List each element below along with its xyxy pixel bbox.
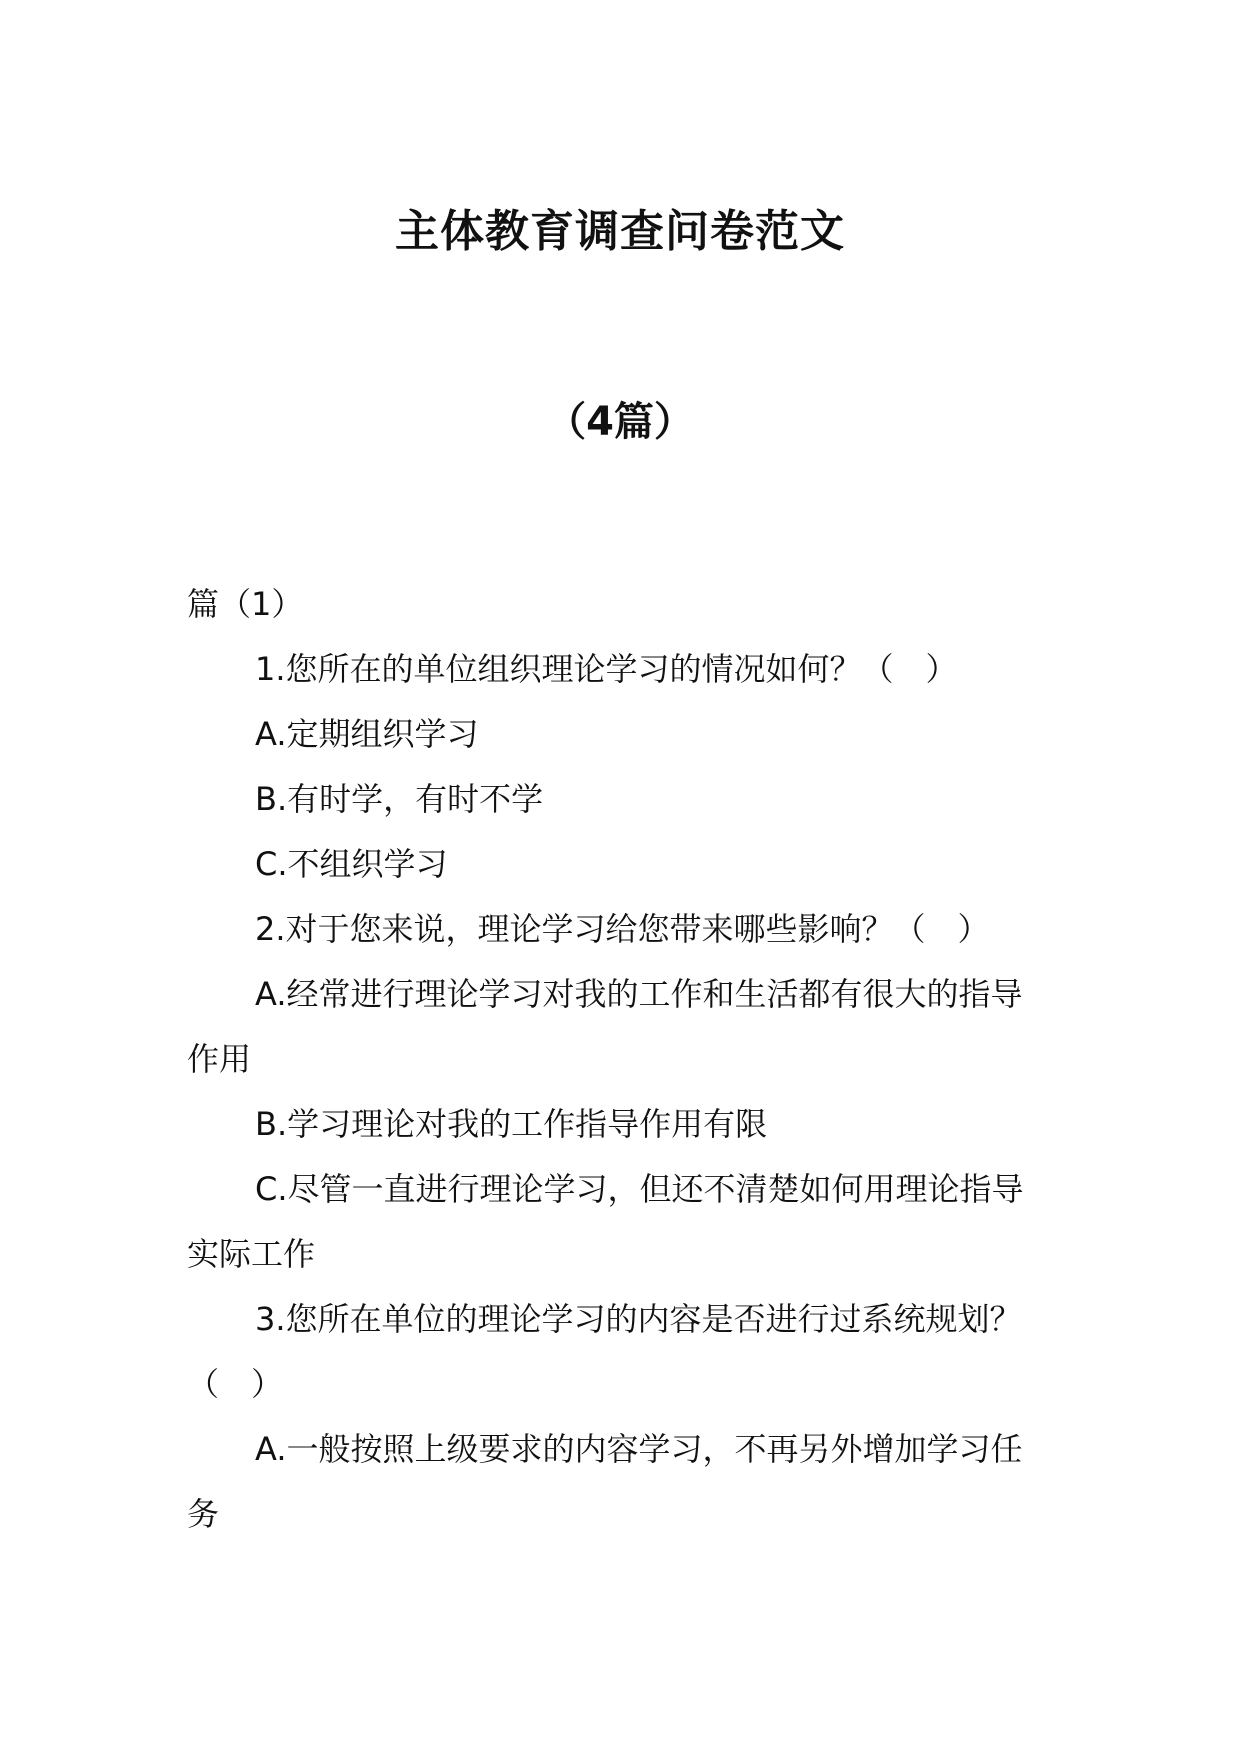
question-1-option-b: B.有时学，有时不学 (255, 780, 544, 818)
document-subtitle: （4篇） (546, 399, 694, 445)
question-2-option-b: B.学习理论对我的工作指导作用有限 (255, 1105, 768, 1143)
section-heading: 篇（1） (187, 585, 304, 623)
question-2-option-c: C.尽管一直进行理论学习，但还不清楚如何用理论指导实际工作 (187, 1170, 1024, 1273)
document-title: 主体教育调查问卷范文 (395, 206, 845, 257)
question-2: 2.对于您来说，理论学习给您带来哪些影响？（ ） (255, 910, 990, 948)
question-1: 1.您所在的单位组织理论学习的情况如何？（ ） (255, 650, 958, 688)
question-1-option-a: A.定期组织学习 (255, 715, 479, 753)
question-1-option-c: C.不组织学习 (255, 845, 448, 883)
question-3-option-a: A.一般按照上级要求的内容学习，不再另外增加学习任务 (187, 1430, 1023, 1533)
document-body (187, 572, 1053, 1547)
question-2-option-a: A.经常进行理论学习对我的工作和生活都有很大的指导作用 (187, 975, 1023, 1078)
question-3: 3.您所在单位的理论学习的内容是否进行过系统规划？（ ） (187, 1300, 1022, 1403)
